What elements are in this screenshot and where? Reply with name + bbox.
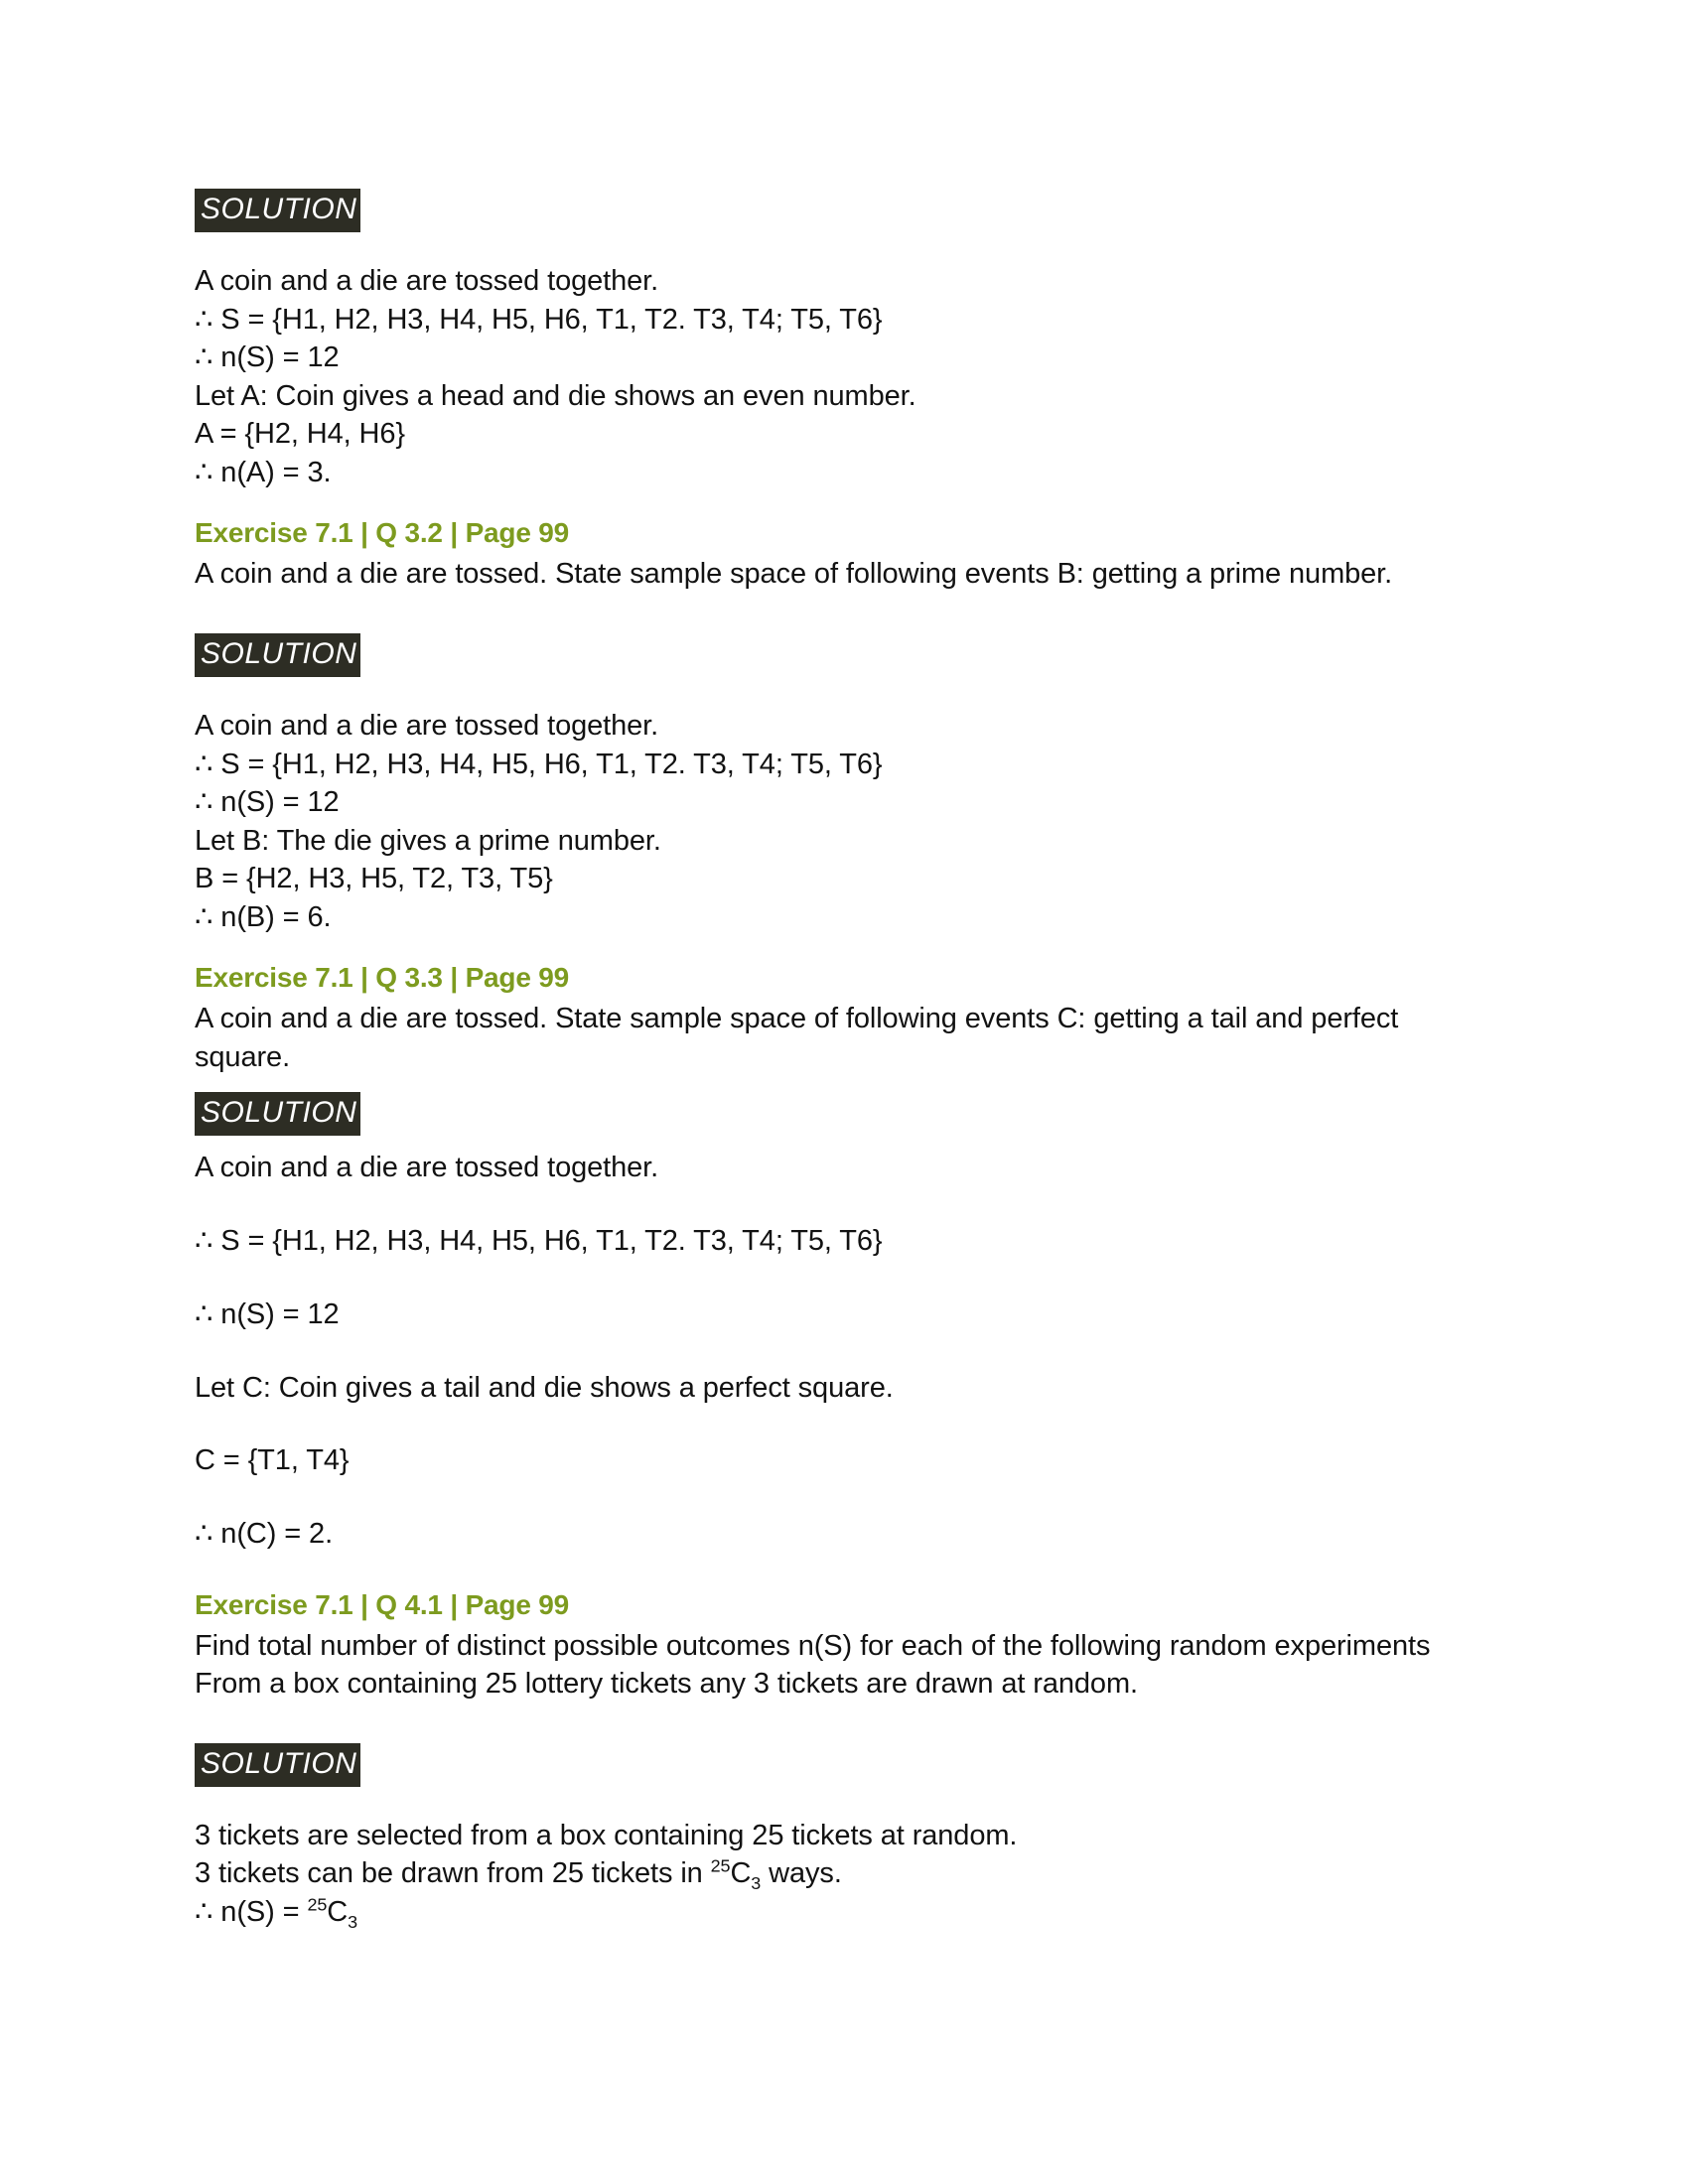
solution-line-na: ∴ n(A) = 3. <box>195 456 332 488</box>
solution-line-event-def: Let A: Coin gives a head and die shows an even number. <box>195 379 916 412</box>
solution-line-event-set: C = {T1, T4} <box>195 1444 350 1477</box>
solution-badge: SOLUTION <box>195 633 360 677</box>
solution-line-event-set: B = {H2, H3, H5, T2, T3, T5} <box>195 863 553 895</box>
question-text-q32: A coin and a die are tossed. State sample space of following events B: getting a prime number. <box>195 558 1393 591</box>
solution-line-nb: ∴ n(B) = 6. <box>195 900 332 933</box>
solution-line-event-def: Let C: Coin gives a tail and die shows a perfect square. <box>195 1371 894 1404</box>
combination-c-symbol: C <box>327 1895 349 1928</box>
ns-prefix-text: ∴ n(S) = <box>195 1895 308 1928</box>
combination-prefix-text: 3 tickets can be drawn from 25 tickets in <box>195 1857 711 1890</box>
solution-line: A coin and a die are tossed together. <box>195 1152 659 1184</box>
solution-line-ns-result <box>195 1893 1485 1932</box>
solution-badge-wrapper-1 <box>195 189 1485 232</box>
question-text-q41: Find total number of distinct possible outcomes n(S) for each of the following random experiments From a box containing 25 lottery tickets any 3 tickets are drawn at random. <box>195 1629 1431 1701</box>
solution-badge: SOLUTION <box>195 1743 360 1787</box>
solution-block-3-2 <box>195 707 1485 936</box>
solution-line-event-def: Let B: The die gives a prime number. <box>195 824 661 857</box>
page-content <box>195 189 1485 1931</box>
solution-badge-wrapper-2 <box>195 633 1485 677</box>
solution-block-4-1 <box>195 1817 1485 1932</box>
exercise-heading-q41[interactable]: Exercise 7.1 | Q 4.1 | Page 99 <box>195 1588 570 1620</box>
solution-line-ns: ∴ n(S) = 12 <box>195 341 340 374</box>
combination-superscript: 25 <box>307 1894 328 1915</box>
solution-block-3-1 <box>195 262 1485 491</box>
solution-line-sample-space: ∴ S = {H1, H2, H3, H4, H5, H6, T1, T2. T3, T4; T5, T6} <box>195 303 883 336</box>
solution-line-nc: ∴ n(C) = 2. <box>195 1517 334 1550</box>
solution-badge-wrapper-4 <box>195 1743 1485 1787</box>
combination-suffix-text: ways. <box>761 1857 842 1890</box>
solution-line-ns: ∴ n(S) = 12 <box>195 1297 340 1330</box>
solution-line-event-set: A = {H2, H4, H6} <box>195 418 406 451</box>
solution-badge: SOLUTION <box>195 1092 360 1136</box>
solution-line: A coin and a die are tossed together. <box>195 265 659 297</box>
solution-badge-wrapper-3 <box>195 1092 1485 1136</box>
combination-superscript: 25 <box>710 1855 731 1876</box>
solution-line-combination <box>195 1854 1485 1893</box>
exercise-heading-q32[interactable]: Exercise 7.1 | Q 3.2 | Page 99 <box>195 517 570 549</box>
question-text-q33: A coin and a die are tossed. State sample space of following events C: getting a tail and perfect square. <box>195 1003 1399 1073</box>
combination-c-symbol: C <box>730 1857 752 1890</box>
solution-line-sample-space: ∴ S = {H1, H2, H3, H4, H5, H6, T1, T2. T3, T4; T5, T6} <box>195 748 883 780</box>
solution-block-3-3 <box>195 1150 1485 1553</box>
solution-line: 3 tickets are selected from a box containing 25 tickets at random. <box>195 1819 1018 1851</box>
solution-badge: SOLUTION <box>195 189 360 232</box>
combination-subscript: 3 <box>348 1911 357 1932</box>
combination-subscript: 3 <box>751 1873 762 1894</box>
solution-line-ns: ∴ n(S) = 12 <box>195 786 340 819</box>
solution-line-sample-space: ∴ S = {H1, H2, H3, H4, H5, H6, T1, T2. T3, T4; T5, T6} <box>195 1225 883 1258</box>
solution-line: A coin and a die are tossed together. <box>195 709 659 742</box>
exercise-heading-q33[interactable]: Exercise 7.1 | Q 3.3 | Page 99 <box>195 962 570 994</box>
